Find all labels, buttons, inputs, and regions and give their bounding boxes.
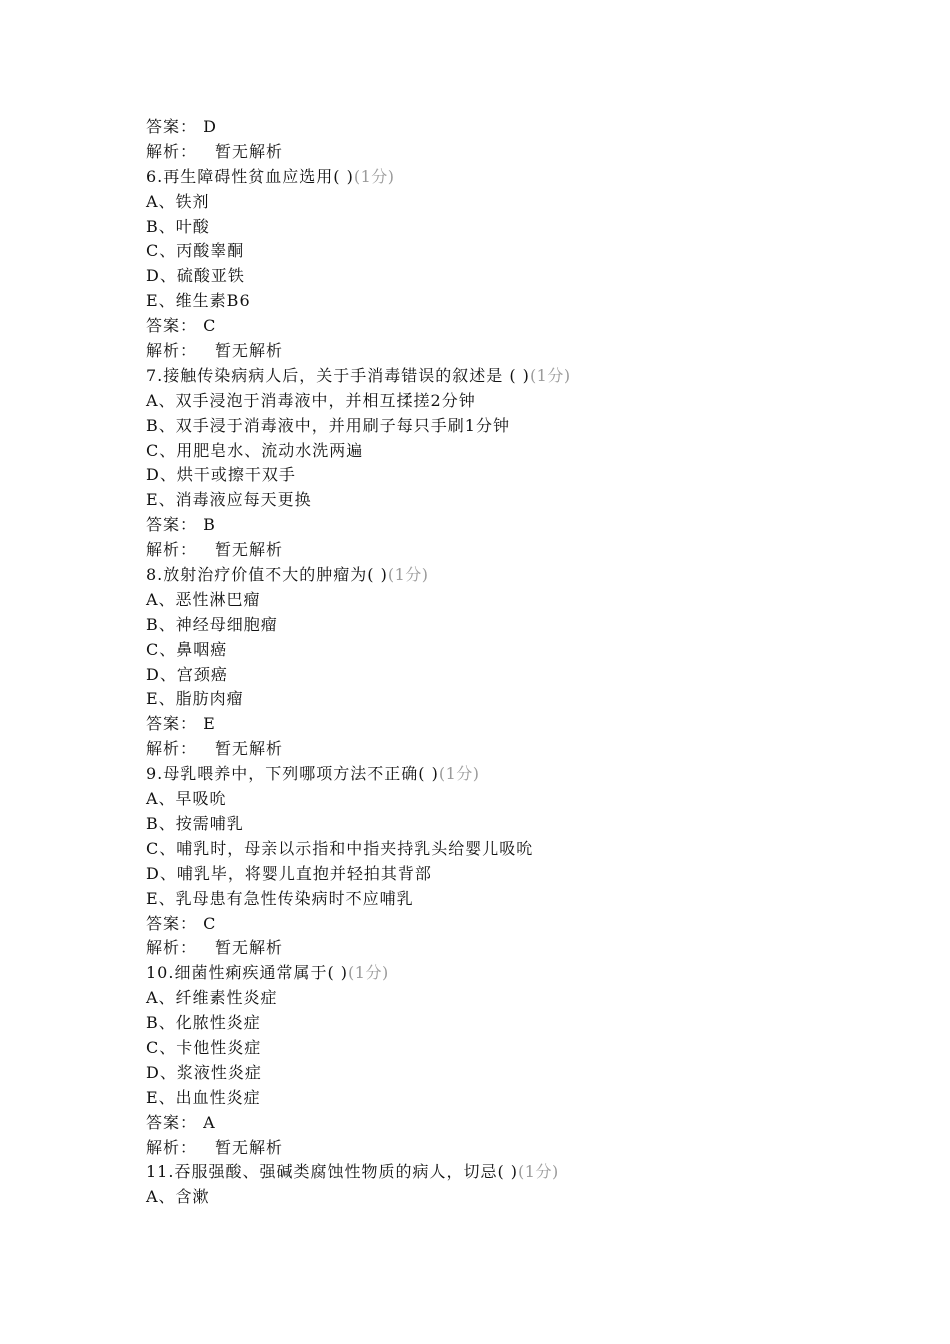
option: A、早吸吮 <box>146 789 227 809</box>
analysis-label: 解析： <box>146 141 198 161</box>
option: E、出血性炎症 <box>146 1087 261 1107</box>
answer-label: 答案： <box>146 1112 198 1132</box>
answer-line <box>146 513 906 538</box>
analysis-line <box>146 1136 906 1161</box>
answer-value: A <box>203 1112 216 1132</box>
analysis-value: 暂无解析 <box>215 1137 284 1157</box>
exam-document <box>146 115 906 1210</box>
question-text: 9.母乳喂养中，下列哪项方法不正确( ) <box>146 764 439 784</box>
option: E、乳母患有急性传染病时不应哺乳 <box>146 888 414 908</box>
option: A、含漱 <box>146 1187 210 1207</box>
question-text: 7.接触传染病病人后，关于手消毒错误的叙述是 ( ) <box>146 365 530 385</box>
option: C、鼻咽癌 <box>146 639 228 659</box>
option: E、维生素B6 <box>146 291 251 311</box>
analysis-label: 解析： <box>146 739 198 759</box>
question-score: (1分) <box>529 365 571 385</box>
answer-value: E <box>203 714 216 734</box>
analysis-label: 解析： <box>146 938 198 958</box>
option: C、哺乳时，母亲以示指和中指夹持乳头给婴儿吸吮 <box>146 838 534 858</box>
option: C、卡他性炎症 <box>146 1037 262 1057</box>
question-stem <box>146 762 906 787</box>
analysis-value: 暂无解析 <box>215 341 284 361</box>
answer-label: 答案： <box>146 714 198 734</box>
question-text: 8.放射治疗价值不大的肿瘤为( ) <box>146 565 388 585</box>
analysis-line <box>146 339 906 364</box>
answer-label: 答案： <box>146 515 198 535</box>
question-stem <box>146 1160 906 1185</box>
analysis-label: 解析： <box>146 540 198 560</box>
answer-label: 答案： <box>146 913 198 933</box>
answer-label: 答案： <box>146 316 198 336</box>
option: A、铁剂 <box>146 191 210 211</box>
option: E、消毒液应每天更换 <box>146 490 312 510</box>
question-score: (1分) <box>518 1162 559 1182</box>
option: C、丙酸睾酮 <box>146 241 245 261</box>
question-score: (1分) <box>353 166 395 186</box>
analysis-label: 解析： <box>146 341 198 361</box>
analysis-value: 暂无解析 <box>215 540 284 560</box>
analysis-line <box>146 538 906 563</box>
option: B、双手浸于消毒液中，并用刷子每只手刷1分钟 <box>146 415 510 435</box>
option: C、用肥皂水、流动水洗两遍 <box>146 440 364 460</box>
answer-value: D <box>203 117 217 136</box>
option: B、化脓性炎症 <box>146 1013 261 1033</box>
answer-line <box>146 314 906 339</box>
option: D、哺乳毕，将婴儿直抱并轻拍其背部 <box>146 863 432 883</box>
question-stem <box>146 165 906 190</box>
question-text: 11.吞服强酸、强碱类腐蚀性物质的病人，切忌( ) <box>146 1162 519 1182</box>
analysis-line <box>146 737 906 762</box>
question-score: (1分) <box>438 764 480 784</box>
question-text: 6.再生障碍性贫血应选用( ) <box>146 166 354 186</box>
question-score: (1分) <box>348 963 389 983</box>
analysis-value: 暂无解析 <box>215 141 284 161</box>
option: A、双手浸泡于消毒液中，并相互揉搓2分钟 <box>146 390 476 410</box>
answer-line <box>146 115 906 140</box>
option: D、宫颈癌 <box>146 664 228 684</box>
answer-label: 答案： <box>146 117 198 136</box>
option: D、硫酸亚铁 <box>146 266 245 286</box>
analysis-label: 解析： <box>146 1137 198 1157</box>
question-stem <box>146 364 906 389</box>
answer-line <box>146 712 906 737</box>
answer-value: C <box>203 913 217 933</box>
option: B、神经母细胞瘤 <box>146 614 278 634</box>
option: A、纤维素性炎症 <box>146 988 278 1008</box>
option: E、脂肪肉瘤 <box>146 689 244 709</box>
option: D、烘干或擦干双手 <box>146 465 296 485</box>
option: A、恶性淋巴瘤 <box>146 589 261 609</box>
analysis-line <box>146 140 906 165</box>
analysis-value: 暂无解析 <box>215 938 284 958</box>
question-stem <box>146 563 906 588</box>
answer-value: C <box>203 316 217 336</box>
option: B、按需哺乳 <box>146 813 244 833</box>
question-stem <box>146 961 906 986</box>
question-score: (1分) <box>387 565 429 585</box>
analysis-line <box>146 936 906 961</box>
option: B、叶酸 <box>146 216 210 236</box>
answer-line <box>146 1111 906 1136</box>
option: D、浆液性炎症 <box>146 1062 262 1082</box>
question-text: 10.细菌性痢疾通常属于( ) <box>146 963 349 983</box>
answer-line <box>146 912 906 937</box>
analysis-value: 暂无解析 <box>215 739 284 759</box>
answer-value: B <box>203 515 216 535</box>
